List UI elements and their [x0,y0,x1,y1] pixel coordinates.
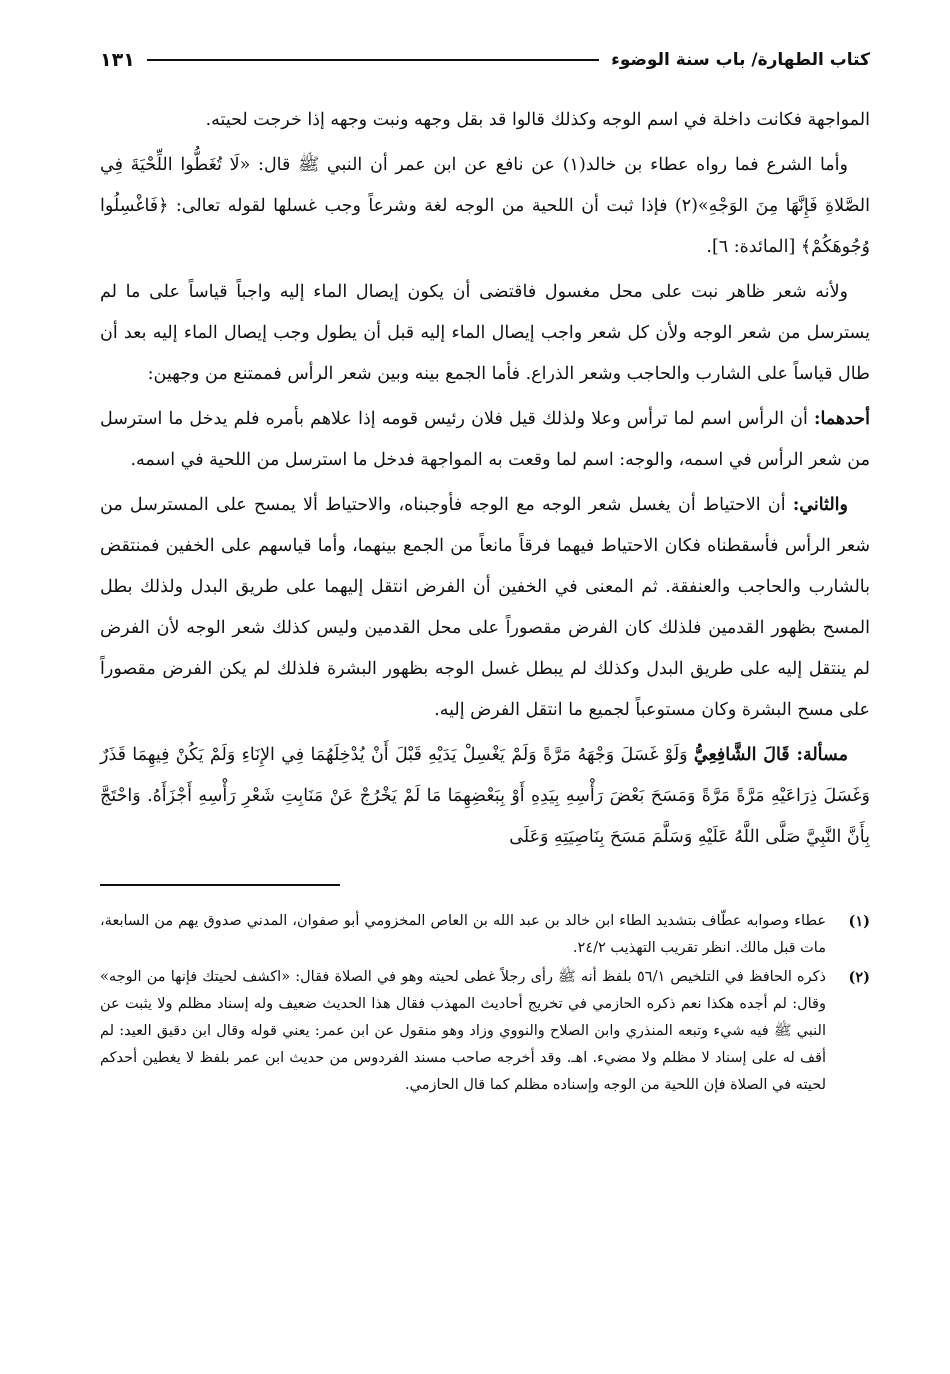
paragraph-text: وَلَوْ غَسَلَ وَجْهَهُ مَرَّةً وَلَمْ يَغْسِلْ يَدَيْهِ قَبْلَ أَنْ يُدْخِلَهُمَا فِي الإِنَاءِ وَلَمْ يَكُنْ فِيهِمَا قَذَرٌ وَغَسَلَ ذِرَاعَيْهِ مَرَّةً مَرَّةً وَمَسَحَ بَعْضَ رَأْسِهِ بِيَدِهِ أَوْ بِبَعْضِهِمَا مَا لَمْ يَخْرُجْ عَنْ مَنَابِتِ شَعْرِ رَأْسِهِ أَجْزَأَهُ. وَاحْتَجَّ بِأَنَّ النَّبِيَّ صَلَّى اللَّهُ عَلَيْهِ وَسَلَّمَ مَسَحَ بِنَاصِيَتِهِ وَعَلَى [100,745,870,847]
paragraph-text: أن الاحتياط أن يغسل شعر الوجه مع الوجه فأوجبناه، والاحتياط ألا يمسح على المسترسل من شعر الرأس فأسقطناه فكان الاحتياط فيهما فرقاً مانعاً من الجمع بينهما، وأما قياسهم على الخفين فمنتقض بالشارب والحاجب والعنفقة. ثم المعنى في الخفين أن الفرض انتقل إليهما على طريق البدل ولذلك بطل المسح بظهور القدمين فلذلك كان الفرض مقصوراً على محل القدمين وليس كذلك شعر الوجه لأن الفرض لم ينتقل إليه على طريق البدل وكذلك لم يبطل غسل الوجه بظهور البشرة فلذلك لم يكن الفرض مقصوراً على مسح البشرة وكان مستوعباً لجميع ما انتقل الفرض إليه. [100,495,870,720]
footnote [100,908,870,962]
footnote-text: ذكره الحافظ في التلخيص ٥٦/١ بلفظ أنه ﷺ رأى رجلاً غطى لحيته وهو في الصلاة فقال: «اكشف لحيتك فإنها من الوجه» وقال: لم أجده هكذا نعم ذكره الحازمي في تخريج أحاديث المهذب فقال هذا الحديث ضعيف وله إسناد مظلم ولا يثبت عن النبي ﷺ فيه شيء وتبعه المنذري وابن الصلاح والنووي وزاد وهو منقول عن ابن عمر: يعني قوله وقال ابن دقيق العيد: لم أقف له على إسناد لا مظلم ولا مضيء. اهـ. وقد أخرجه صاحب مسند الفردوس من حديث ابن عمر بلفظ لا يغطين أحدكم لحيته في الصلاة فإن اللحية من الوجه وإسناده مظلم كما قال الحازمي. [100,969,827,1093]
footnote-number: (١) [848,913,870,930]
paragraph-lead: والثاني: [792,495,848,515]
book-page [100,40,870,1101]
footnote-separator [100,884,340,886]
paragraph [100,100,870,141]
page-number: ١٣١ [100,49,135,71]
paragraph-text: وأما الشرع فما رواه عطاء بن خالد(١) عن نافع عن ابن عمر أن النبي ﷺ قال: «لَا تُغَطُّوا اللِّحْيَةَ فِي الصَّلاةِ فَإِنَّهَا مِنَ الوَجْهِ»(٢) فإذا ثبت أن اللحية من الوجه لغة وشرعاً وجب غسلها لقوله تعالى: ﴿فَاغْسِلُوا وُجُوهَكُمْ﴾ [المائدة: ٦]. [100,155,870,257]
header-rule [147,59,599,61]
footnote [100,964,870,1099]
paragraph [100,735,870,858]
paragraph [100,272,870,395]
paragraph [100,485,870,731]
footnote-number: (٢) [848,969,870,986]
running-header [100,40,870,80]
paragraph-text: أن الرأس اسم لما ترأس وعلا ولذلك قيل فلان رئيس قومه إذا علاهم بأمره فلم يدخل ما استرسل من شعر الرأس في اسمه، والوجه: اسم لما وقعت به المواجهة فدخل ما استرسل من اللحية في اسمه. [100,409,870,470]
paragraph-text: المواجهة فكانت داخلة في اسم الوجه وكذلك قالوا قد بقل وجهه ونبت وجهه إذا خرجت لحيته. [205,110,870,130]
paragraph-lead: مسألة: قَالَ الشَّافِعِيُّ [693,745,848,765]
paragraph-text: ولأنه شعر ظاهر نبت على محل مغسول فاقتضى أن يكون إيصال الماء إليه واجباً قياساً على ما لم يسترسل من شعر الوجه ولأن كل شعر واجب إيصال الماء إليه قبل أن يطول وجب إيصال الماء إليه بعد أن طال قياساً على الشارب والحاجب وشعر الذراع. فأما الجمع بينه وبين شعر الرأس فممتنع من وجهين: [100,282,870,384]
paragraph [100,399,870,481]
footnotes [100,908,870,1099]
paragraph-lead: أحدهما: [813,409,870,429]
footnote-text: عطاء وصوابه عطّاف بتشديد الطاء ابن خالد بن عبد الله بن العاص المخزومي أبو صفوان، المدني صدوق يهم من السابعة، مات قبل مالك. انظر تقريب التهذيب ٢٤/٢. [100,913,826,956]
main-text [100,100,870,858]
chapter-title: كتاب الطهارة/ باب سنة الوضوء [611,50,870,70]
paragraph [100,145,870,268]
